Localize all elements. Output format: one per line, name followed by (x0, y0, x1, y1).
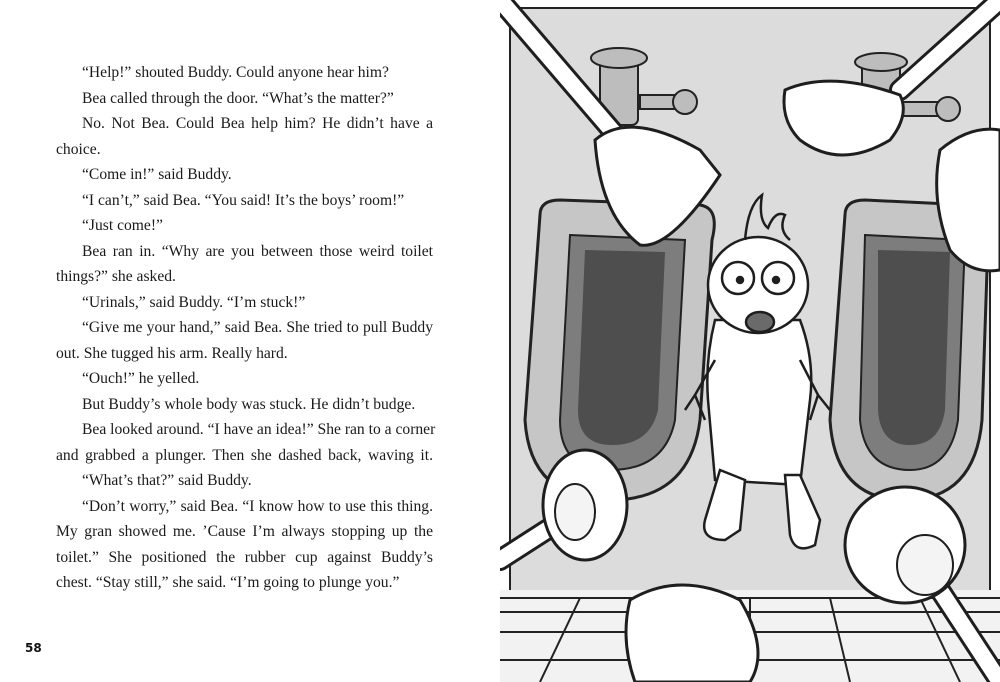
text-line: “I can’t,” said Bea. “You said! It’s the boys’ room!” (82, 191, 405, 209)
text-line: things?” she asked. (56, 268, 176, 285)
text-line: “Help!” shouted Buddy. Could anyone hear him? (82, 64, 389, 81)
text-line: “Come in!” said Buddy. (82, 166, 232, 183)
text-line: toilet.” She positioned the rubber cup against Buddy’s (56, 548, 433, 566)
text-line: No. Not Bea. Could Bea help him? He didn’t have a (82, 115, 433, 132)
left-urinal (525, 200, 714, 500)
text-line: out. She tugged his arm. Really hard. (56, 344, 288, 362)
text-line: But Buddy’s whole body was stuck. He didn’t budge. (82, 395, 416, 413)
text-line: choice. (56, 140, 101, 158)
text-line: “Give me your hand,” said Bea. She tried to pull Buddy (82, 319, 433, 336)
text-line: and grabbed a plunger. Then she dashed back, waving it. (56, 446, 433, 464)
page-number: 58 (25, 641, 42, 655)
text-line: “Ouch!” he yelled. (82, 370, 200, 387)
text-line: “Urinals,” said Buddy. “I’m stuck!” (82, 293, 306, 311)
text-line: Bea called through the door. “What’s the matter?” (82, 89, 394, 107)
story-text (56, 60, 436, 596)
text-line: Bea looked around. “I have an idea!” She ran to a corner (82, 421, 436, 438)
text-line: “Just come!” (82, 217, 163, 234)
plunger-bottom-center (626, 585, 758, 682)
text-line: chest. “Stay still,” she said. “I’m going to plunge you.” (56, 574, 400, 591)
text-line: My gran showed me. ’Cause I’m always stopping up the (56, 523, 433, 540)
text-line: “What’s that?” said Buddy. (82, 472, 252, 489)
text-line: Bea ran in. “Why are you between those weird toilet (82, 242, 433, 260)
illustration (500, 0, 1000, 682)
text-line: “Don’t worry,” said Bea. “I know how to use this thing. (82, 497, 433, 515)
